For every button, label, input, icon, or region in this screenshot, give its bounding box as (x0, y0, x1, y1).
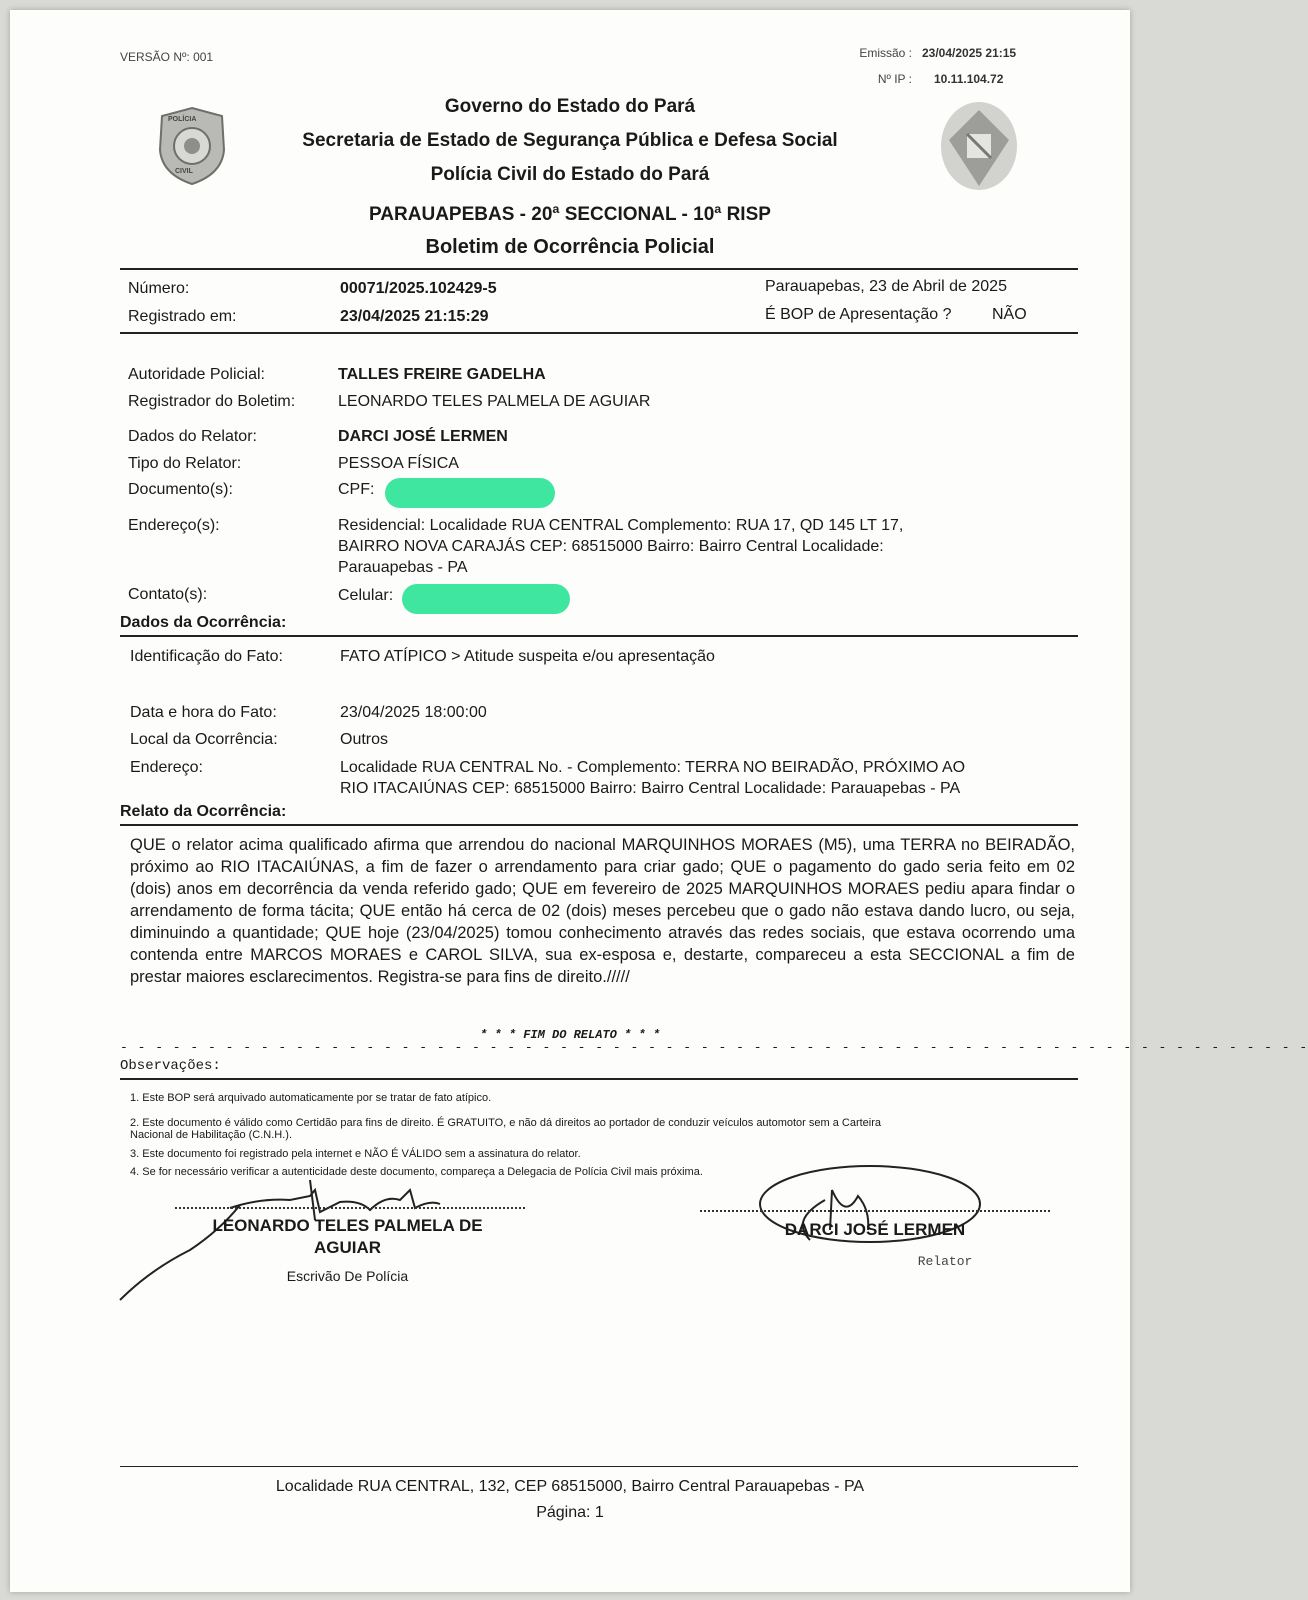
signature-line (700, 1210, 1050, 1212)
registrador-value: LEONARDO TELES PALMELA DE AGUIAR (338, 393, 651, 410)
local-ocorrencia-value: Outros (340, 731, 389, 748)
identificacao-value: FATO ATÍPICO > Atitude suspeita e/ou apresentação (340, 648, 715, 665)
header-line-1: Governo do Estado do Pará (444, 96, 696, 117)
data-fato-value: 23/04/2025 18:00:00 (340, 704, 487, 721)
document-title: Boletim de Ocorrência Policial (425, 236, 715, 258)
numero-label: Número: (128, 280, 190, 297)
emission-value: 23/04/2025 21:15 (922, 46, 1017, 60)
footer-address: Localidade RUA CENTRAL, 132, CEP 68515000, Bairro Central Parauapebas - PA (275, 1478, 865, 1495)
emission-label: Emissão : (859, 46, 912, 60)
header-line-3: Polícia Civil do Estado do Pará (430, 164, 710, 185)
observacao-item: 1. Este BOP será arquivado automaticamente por se tratar de fato atípico. (130, 1092, 492, 1104)
ocorrencia-section-title: Dados da Ocorrência: (120, 614, 287, 631)
registrador-label: Registrador do Boletim: (128, 393, 296, 410)
dashed-divider: - - - - - - - - - - - - - - - - - - - - - - - - - - - - - - - - - - - - - - - - - - - - - - - - - - - - - - - - - - - - - - - - - - - - (120, 1040, 1308, 1055)
documento-value: CPF: (338, 481, 375, 498)
divider (120, 332, 1078, 334)
relato-section-title: Relato da Ocorrência: (120, 803, 287, 820)
redaction-mark (402, 584, 570, 614)
header-line-4: PARAUAPEBAS - 20ª SECCIONAL - 10ª RISP (369, 204, 771, 225)
document-page (10, 10, 1308, 1592)
tipo-label: Tipo do Relator: (128, 455, 242, 472)
data-fato-label: Data e hora do Fato: (130, 704, 277, 721)
escrivao-name-line-1: LEONARDO TELES PALMELA DE (212, 1216, 483, 1235)
documento-label: Documento(s): (128, 481, 233, 498)
autoridade-value: TALLES FREIRE GADELHA (338, 366, 546, 383)
relator-label: Dados do Relator: (128, 428, 257, 445)
endereco-label: Endereço(s): (128, 517, 220, 534)
divider (120, 824, 1078, 826)
ocorrencia-endereco-line-2: RIO ITACAIÚNAS CEP: 68515000 Bairro: Bairro Central Localidade: Parauapebas - PA (340, 780, 961, 797)
escrivao-role: Escrivão De Polícia (286, 1268, 409, 1284)
version-label: VERSÃO Nº: 001 (120, 50, 214, 64)
fim-relato: * * * FIM DO RELATO * * * (479, 1028, 661, 1042)
local-ocorrencia-label: Local da Ocorrência: (130, 731, 278, 748)
divider (120, 1466, 1078, 1467)
observacao-item: 2. Este documento é válido como Certidão para fins de direito. É GRATUITO, e não dá direitos ao portador de conduzir veículos automotor sem a Carteira (130, 1117, 882, 1129)
observacao-item: 3. Este documento foi registrado pela internet e NÃO É VÁLIDO sem a assinatura do relator. (130, 1148, 581, 1160)
header-line-2: Secretaria de Estado de Segurança Pública e Defesa Social (302, 130, 838, 151)
divider (120, 1078, 1078, 1080)
autoridade-label: Autoridade Policial: (128, 366, 265, 383)
contato-label: Contato(s): (128, 586, 208, 603)
relator-value: DARCI JOSÉ LERMEN (338, 428, 508, 445)
bop-label: É BOP de Apresentação ? (765, 306, 952, 323)
relator-role: Relator (917, 1254, 973, 1269)
endereco-line-3: Parauapebas - PA (338, 559, 468, 576)
tipo-value: PESSOA FÍSICA (338, 455, 459, 472)
relator-name: DARCI JOSÉ LERMEN (784, 1220, 966, 1239)
divider (120, 268, 1078, 270)
contato-value: Celular: (338, 587, 394, 604)
ocorrencia-endereco-line-1: Localidade RUA CENTRAL No. - Complemento: TERRA NO BEIRADÃO, PRÓXIMO AO (340, 759, 966, 776)
observacoes-title: Observações: (120, 1058, 221, 1074)
local-data: Parauapebas, 23 de Abril de 2025 (765, 278, 1007, 295)
ip-label: Nº IP : (877, 72, 912, 86)
registrado-value: 23/04/2025 21:15:29 (340, 308, 489, 325)
ocorrencia-endereco-label: Endereço: (130, 759, 203, 776)
identificacao-label: Identificação do Fato: (130, 648, 283, 665)
bop-value: NÃO (992, 306, 1027, 323)
escrivao-name-line-2: AGUIAR (313, 1238, 382, 1257)
page-number: Página: 1 (536, 1504, 604, 1521)
observacao-item: Nacional de Habilitação (C.N.H.). (130, 1129, 293, 1141)
endereco-line-1: Residencial: Localidade RUA CENTRAL Complemento: RUA 17, QD 145 LT 17, (338, 517, 904, 534)
divider (120, 635, 1078, 637)
ip-value: 10.11.104.72 (934, 72, 1004, 86)
signature-line (175, 1207, 525, 1209)
numero-value: 00071/2025.102429-5 (340, 280, 497, 297)
badge-text-bottom: CIVIL (175, 168, 193, 175)
relato-text: QUE o relator acima qualificado afirma que arrendou do nacional MARQUINHOS MORAES (M5), uma TERRA no BEIRADÃO, próximo ao RIO ITACAIÚNAS, a fim de fazer o arrendamento para criar gado; QUE o pagamento do gado seria feito em 02 (dois) anos em decorrência da venda referido gado; QUE em fevereiro de 2025 MARQUINHOS MORAES pediu apara findar o arrendamento de forma tácita; QUE então há cerca de 02 (dois) meses percebeu que o gado não estava dando lucro, ou seja, diminuindo a quantidade; QUE hoje (23/04/2025) tomou conhecimento através das redes sociais, que estava ocorrendo uma contenda entre MARCOS MORAES e CAROL SILVA, sua ex-esposa e, destarte, compareceu a esta SECCIONAL a fim de prestar maiores esclarecimentos. Registra-se para fins de direito.///// (130, 836, 1075, 986)
endereco-line-2: BAIRRO NOVA CARAJÁS CEP: 68515000 Bairro: Bairro Central Localidade: (338, 538, 884, 555)
registrado-label: Registrado em: (128, 308, 237, 325)
observacao-item: 4. Se for necessário verificar a autenticidade deste documento, compareça a Delegacia de Polícia Civil mais próxima. (130, 1166, 703, 1178)
badge-text-top: POLÍCIA (168, 116, 197, 123)
redaction-mark (385, 478, 555, 508)
